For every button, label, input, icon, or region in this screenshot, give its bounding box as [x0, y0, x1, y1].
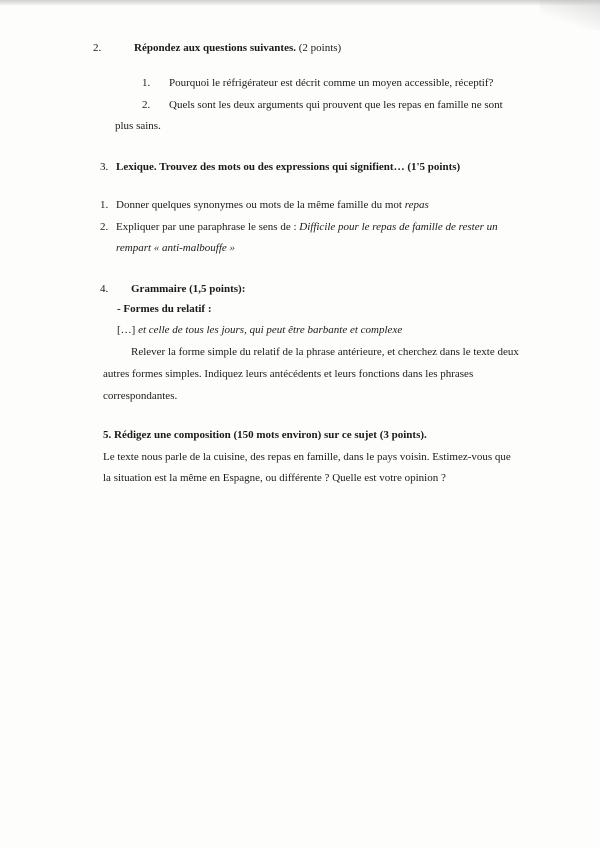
q4-number: 4.	[100, 283, 109, 295]
q2-heading	[134, 41, 341, 55]
q3-number: 3.	[100, 161, 109, 173]
q5-paragraph-line-2: la situation est la même en Espagne, ou différente ? Quelle est votre opinion ?	[103, 472, 446, 484]
scan-corner-shadow	[540, 0, 600, 30]
q3-item-2-italic: Difficile pour le repas de famille de rester un	[299, 221, 498, 233]
q2-item-1-text: Pourquoi le réfrigérateur est décrit comme un moyen accessible, réceptif?	[169, 77, 494, 89]
q2-item-2-text: Quels sont les deux arguments qui prouvent que les repas en famille ne sont	[169, 99, 503, 111]
q3-item-2-text: Expliquer par une paraphrase le sens de :	[116, 221, 300, 233]
q3-item-1-line	[116, 198, 429, 212]
q3-item-2-continuation: rempart « anti-malbouffe »	[116, 242, 236, 254]
q2-item-1-number: 1.	[142, 77, 151, 89]
q5-paragraph-line-1: Le texte nous parle de la cuisine, des repas en famille, dans le pays voisin. Estimez-vous que	[103, 451, 511, 463]
q4-quote-line	[117, 323, 402, 337]
q3-item-1-italic: repas	[404, 199, 429, 211]
scan-edge-shadow	[0, 0, 600, 6]
q4-paragraph-line-1: Relever la forme simple du relatif de la phrase antérieure, et cherchez dans le texte deux	[131, 346, 519, 358]
q2-number: 2.	[93, 42, 102, 54]
q3-title: Lexique. Trouvez des mots ou des expressions qui signifient… (1'5 points)	[116, 161, 461, 173]
q2-item-2-number: 2.	[142, 99, 151, 111]
q4-subtitle: - Formes du relatif :	[117, 303, 212, 315]
q5-title: 5. Rédigez une composition (150 mots environ) sur ce sujet (3 points).	[103, 429, 427, 441]
q3-item-2-number: 2.	[100, 221, 109, 233]
q4-quote: et celle de tous les jours, qui peut être barbante et complexe	[138, 324, 403, 336]
q4-paragraph-line-3: correspondantes.	[103, 390, 178, 402]
q4-title: Grammaire (1,5 points):	[131, 283, 246, 295]
q3-item-1-text: Donner quelques synonymes ou mots de la même famille du mot	[116, 199, 405, 211]
q2-title: Répondez aux questions suivantes.	[134, 42, 296, 54]
q4-paragraph-line-2: autres formes simples. Indiquez leurs antécédents et leurs fonctions dans les phrases	[103, 368, 474, 380]
q2-points: (2 points)	[298, 42, 342, 54]
q2-item-2-continuation: plus sains.	[115, 120, 161, 132]
q4-quote-prefix: […]	[117, 324, 139, 336]
q3-item-2-line	[116, 220, 498, 234]
q3-item-1-number: 1.	[100, 199, 109, 211]
